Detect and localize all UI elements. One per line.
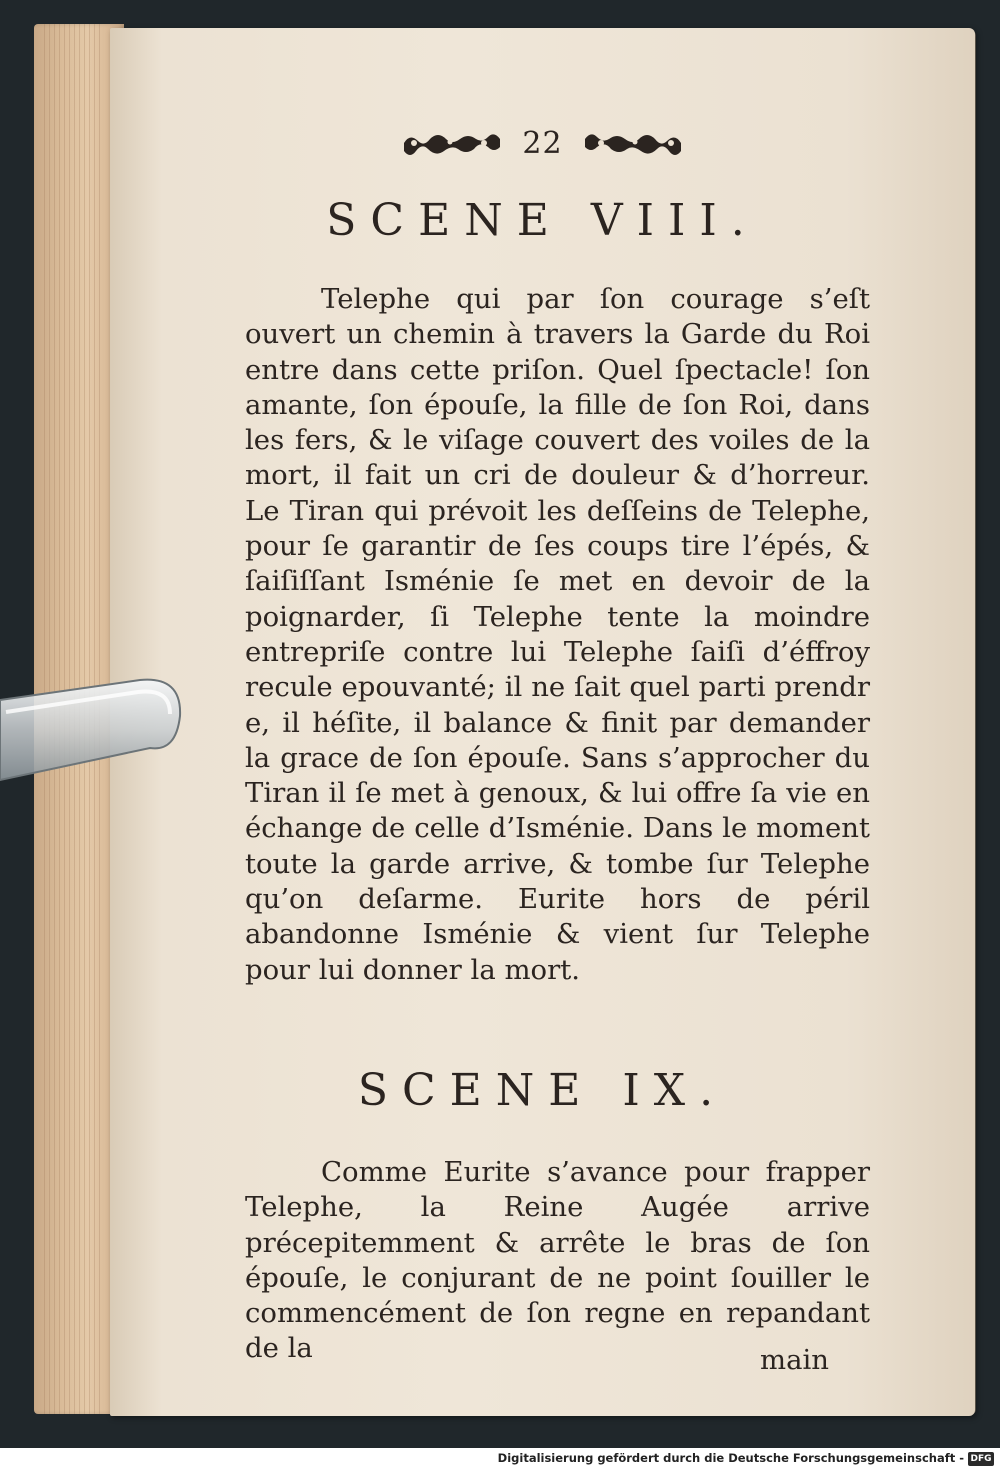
- ornament-right-icon: [579, 129, 685, 157]
- dfg-logo: DFG: [968, 1452, 994, 1466]
- catchword: main: [760, 1344, 829, 1376]
- page-header: [110, 118, 975, 168]
- scene-ix-title: SCENE IX.: [357, 1065, 728, 1116]
- scene-viii-title: SCENE VIII.: [326, 195, 759, 246]
- page-holder-ruler: [0, 676, 185, 786]
- footer-credit: Digitalisierung gefördert durch die Deutsche Forschungsgemeinschaft -: [497, 1451, 964, 1465]
- scene-ix-text: Comme Eurite s’avance pour frapper Telephe, la Reine Augée arrive précepitemment & arrête le bras de ſon épouſe, le conjurant de ne point ſouiller le commencément de ſon regne en repandant de la: [245, 1156, 870, 1365]
- footer-bar: [0, 1448, 1000, 1470]
- ornament-left-icon: [400, 129, 506, 157]
- page-number: 22: [522, 125, 563, 161]
- scene-viii-text: Telephe qui par ſon courage s’eſt ouvert un chemin à travers la Garde du Roi entre dans cette priſon. Quel ſpectacle! ſon amante, ſon épouſe, la fille de ſon Roi, dans les fers, & le viſage couvert des voiles de la mort, il fait un cri de douleur & d’horreur. Le Tiran qui prévoit les deſſeins de Telephe, pour ſe garantir de ſes coups tire l’épés, & ſaiſiſſant Isménie ſe met en devoir de la poignarder, ſi Telephe tente la moindre entrepriſe contre lui Telephe ſaiſi d’éffroy recule epouvanté; il ne ſait quel parti prendr e, il héſite, il balance & finit par demander la grace de ſon épouſe. Sans s’approcher du Tiran il ſe met à genoux, & lui offre ſa vie en échange de celle d’Isménie. Dans le moment toute la garde arrive, & tombe ſur Telephe qu’on deſarme. Eurite hors de péril abandonne Isménie & vient ſur Telephe pour lui donner la mort.: [245, 283, 870, 986]
